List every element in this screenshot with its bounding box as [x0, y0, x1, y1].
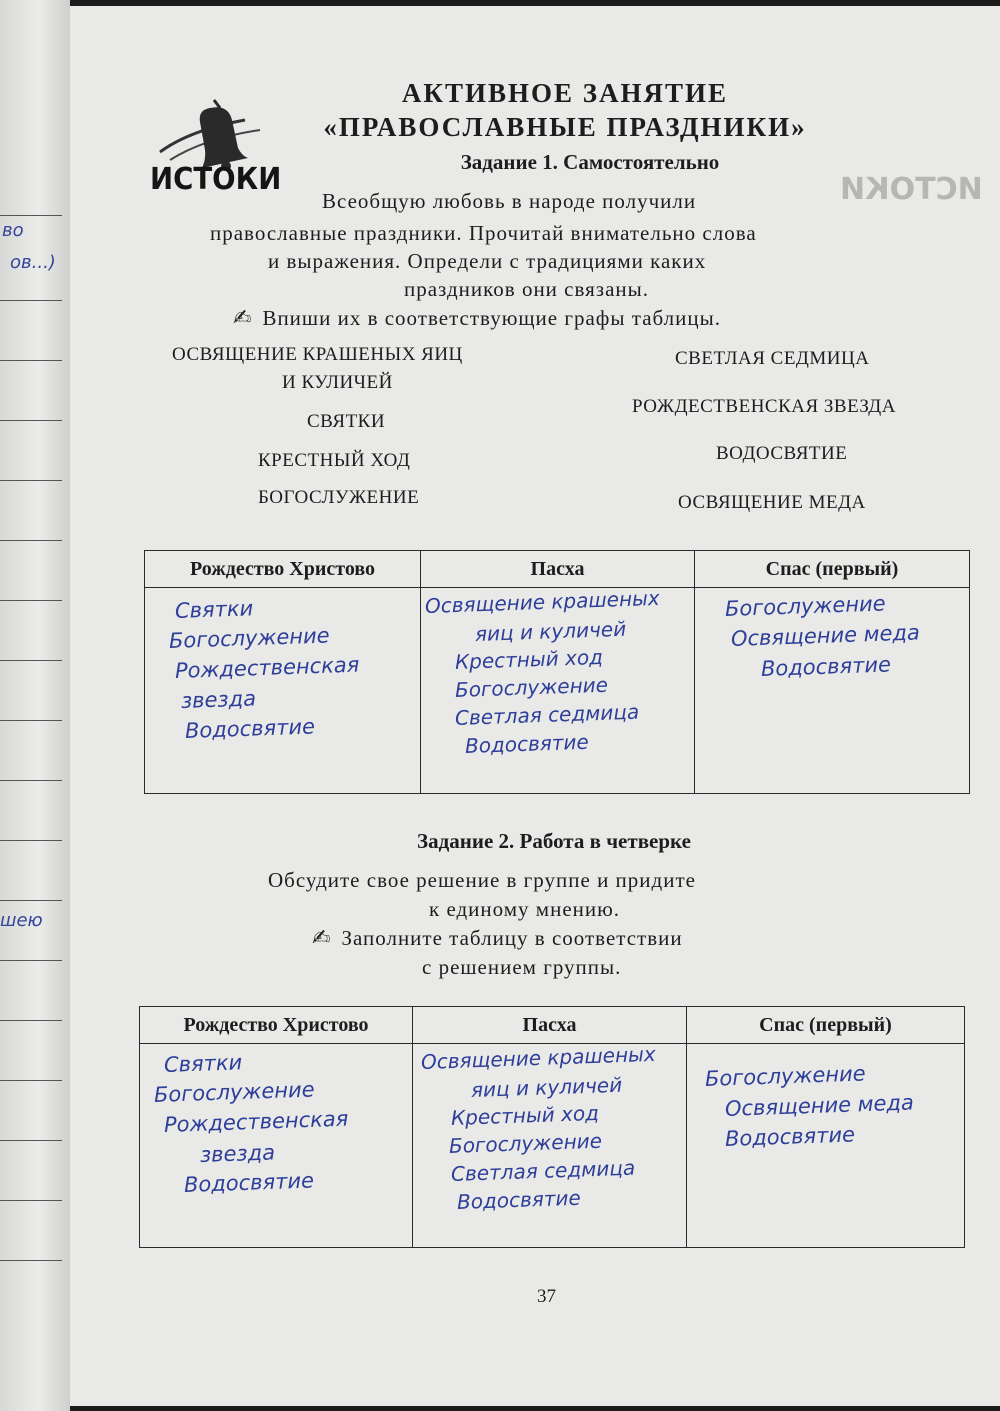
answer-line: Святки: [174, 596, 254, 623]
answer-line: Светлая седмица: [450, 1155, 636, 1186]
answer-line: Богослужение: [448, 1128, 603, 1158]
term-3: КРЕСТНЫЙ ХОД: [258, 450, 411, 471]
task1-line1: Всеобщую любовь в народе получили: [322, 189, 697, 213]
header-christmas: Рождество Христово: [145, 551, 421, 588]
term-6: РОЖДЕСТВЕНСКАЯ ЗВЕЗДА: [632, 396, 896, 417]
answer-line: звезда: [180, 686, 257, 713]
mirrored-logo-text: ИСТОКИ: [840, 172, 983, 207]
task1-title: Задание 1. Самостоятельно: [460, 150, 720, 174]
answer-line: Водосвятие: [464, 729, 590, 758]
answer-cell-christmas[interactable]: [140, 1044, 413, 1248]
task1-line3: и выражения. Определи с традициями каких: [268, 249, 707, 273]
answer-line: Светлая седмица: [454, 699, 640, 730]
pencil-icon: ✍: [233, 306, 253, 331]
answer-line: Святки: [163, 1050, 243, 1077]
page-title-line2: «ПРАВОСЛАВНЫЕ ПРАЗДНИКИ»: [323, 112, 807, 142]
answer-line: Богослужение: [153, 1077, 315, 1107]
answer-cell-easter[interactable]: [421, 585, 695, 794]
header-spas: Спас (первый): [695, 551, 970, 588]
answer-line: Рождественская: [163, 1106, 349, 1137]
term-7: ВОДОСВЯТИЕ: [716, 443, 848, 464]
margin-note-3: шею: [0, 910, 43, 931]
term-8: ОСВЯЩЕНИЕ МЕДА: [678, 492, 866, 513]
term-5: СВЕТЛАЯ СЕДМИЦА: [675, 348, 870, 369]
answer-line: Богослужение: [724, 591, 886, 621]
answer-line: звезда: [199, 1140, 276, 1167]
task2-line3: ✍ Заполните таблицу в соответствии: [312, 926, 683, 951]
answer-line: Освящение меда: [724, 1090, 915, 1121]
answer-line: Освящение крашеных: [424, 585, 661, 618]
task2-line1: Обсудите свое решение в группе и придите: [268, 868, 696, 892]
answer-cell-christmas[interactable]: [145, 588, 421, 794]
answer-line: Крестный ход: [450, 1100, 600, 1130]
holidays-table-2: [139, 1006, 965, 1248]
header-easter: Пасха: [421, 551, 695, 588]
answer-line: Рождественская: [174, 652, 360, 683]
answer-cell-spas[interactable]: [687, 1044, 965, 1248]
left-page-edge: [0, 0, 70, 1411]
answer-line: Крестный ход: [454, 644, 604, 674]
term-1b: И КУЛИЧЕЙ: [282, 372, 393, 393]
answer-line: Водосвятие: [183, 1168, 315, 1197]
answer-line: Богослужение: [168, 623, 330, 653]
holidays-table-1: [144, 550, 970, 794]
table-header-row: [145, 551, 970, 588]
header-christmas: Рождество Христово: [140, 1007, 413, 1044]
header-easter: Пасха: [413, 1007, 687, 1044]
table-answer-row: [140, 1044, 965, 1248]
margin-note-1: во: [2, 220, 24, 241]
table-answer-row: [145, 588, 970, 794]
task1-instruction: ✍ Впиши их в соответствующие графы таблицы.: [233, 306, 721, 331]
pencil-icon: ✍: [312, 926, 332, 951]
answer-line: яиц и куличей: [474, 616, 627, 646]
table-header-row: [140, 1007, 965, 1044]
task1-line2: православные праздники. Прочитай внимательно слова: [210, 221, 757, 245]
task2-title: Задание 2. Работа в четверке: [417, 829, 691, 853]
answer-line: Освящение меда: [730, 620, 921, 651]
margin-note-2: ов...): [10, 252, 56, 273]
answer-cell-easter[interactable]: [413, 1041, 687, 1248]
task2-line4: с решением группы.: [422, 955, 622, 979]
page-number: 37: [537, 1286, 556, 1307]
answer-line: Водосвятие: [184, 714, 316, 743]
answer-line: Водосвятие: [760, 652, 892, 681]
task2-line2: к единому мнению.: [429, 897, 621, 921]
term-1a: ОСВЯЩЕНИЕ КРАШЕНЫХ ЯИЦ: [172, 344, 463, 365]
answer-line: Богослужение: [704, 1061, 866, 1091]
logo-text: ИСТОКИ: [150, 162, 282, 197]
term-4: БОГОСЛУЖЕНИЕ: [258, 487, 420, 508]
term-2: СВЯТКИ: [307, 411, 386, 432]
task1-line4: праздников они связаны.: [404, 277, 649, 301]
answer-line: яиц и куличей: [470, 1072, 623, 1102]
answer-line: Водосвятие: [724, 1122, 856, 1151]
answer-line: Освящение крашеных: [420, 1041, 657, 1074]
answer-line: Водосвятие: [456, 1185, 582, 1214]
answer-cell-spas[interactable]: [695, 588, 970, 794]
header-spas: Спас (первый): [687, 1007, 965, 1044]
answer-line: Богослужение: [454, 672, 609, 702]
page-title-line1: АКТИВНОЕ ЗАНЯТИЕ: [401, 78, 729, 108]
